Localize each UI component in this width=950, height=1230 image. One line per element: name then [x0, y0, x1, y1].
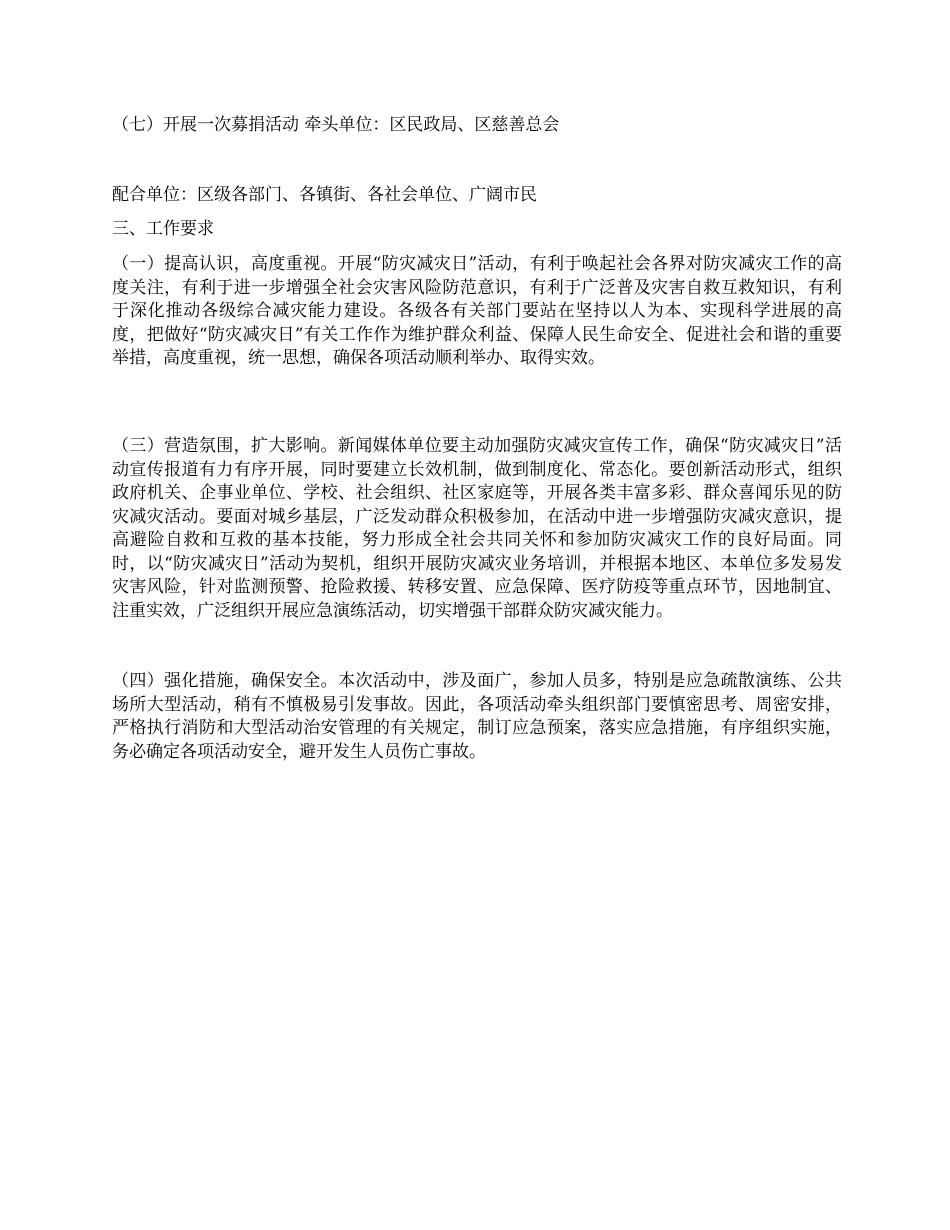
section-heading-work-requirements: 三、工作要求 [112, 219, 214, 239]
paragraph-cooperating-units: 配合单位：区级各部门、各镇街、各社会单位、广阔市民 [112, 185, 537, 205]
paragraph-item-7-fundraising: （七）开展一次募捐活动 牵头单位：区民政局、区慈善总会 [112, 115, 560, 135]
paragraph-requirement-1: （一）提高认识，高度重视。开展“防灾减灾日”活动，有利于唤起社会各界对防灾减灾工作的高度关注，有利于进一步增强全社会灾害风险防范意识，有利于广泛普及灾害自救互救知识，有利于深化推动各级综合减灾能力建设。各级各有关部门要站在坚持以人为本、实现科学进展的高度，把做好“防灾减灾日”有关工作作为维护群众利益、保障人民生命安全、促进社会和谐的重要举措，高度重视，统一思想，确保各项活动顺利举办、取得实效。 [112, 254, 842, 368]
paragraph-requirement-4: （四）强化措施，确保安全。本次活动中，涉及面广，参加人员多，特别是应急疏散演练、公共场所大型活动，稍有不慎极易引发事故。因此，各项活动牵头组织部门要慎密思考、周密安排，严格执行消防和大型活动治安管理的有关规定，制订应急预案，落实应急措施，有序组织实施，务必确定各项活动安全，避开发生人员伤亡事故。 [112, 671, 842, 762]
paragraph-requirement-3: （三）营造氛围，扩大影响。新闻媒体单位要主动加强防灾减灾宣传工作，确保“防灾减灾日”活动宣传报道有力有序开展，同时要建立长效机制，做到制度化、常态化。要创新活动形式，组织政府机关、企事业单位、学校、社会组织、社区家庭等，开展各类丰富多彩、群众喜闻乐见的防灾减灾活动。要面对城乡基层，广泛发动群众积极参加，在活动中进一步增强防灾减灾意识，提高避险自救和互救的基本技能，努力形成全社会共同关怀和参加防灾减灾工作的良好局面。同时，以“防灾减灾日”活动为契机，组织开展防灾减灾业务培训，并根据本地区、本单位多发易发灾害风险，针对监测预警、抢险救援、转移安置、应急保障、医疗防疫等重点环节，因地制宜、注重实效，广泛组织开展应急演练活动，切实增强干部群众防灾减灾能力。 [112, 436, 842, 621]
